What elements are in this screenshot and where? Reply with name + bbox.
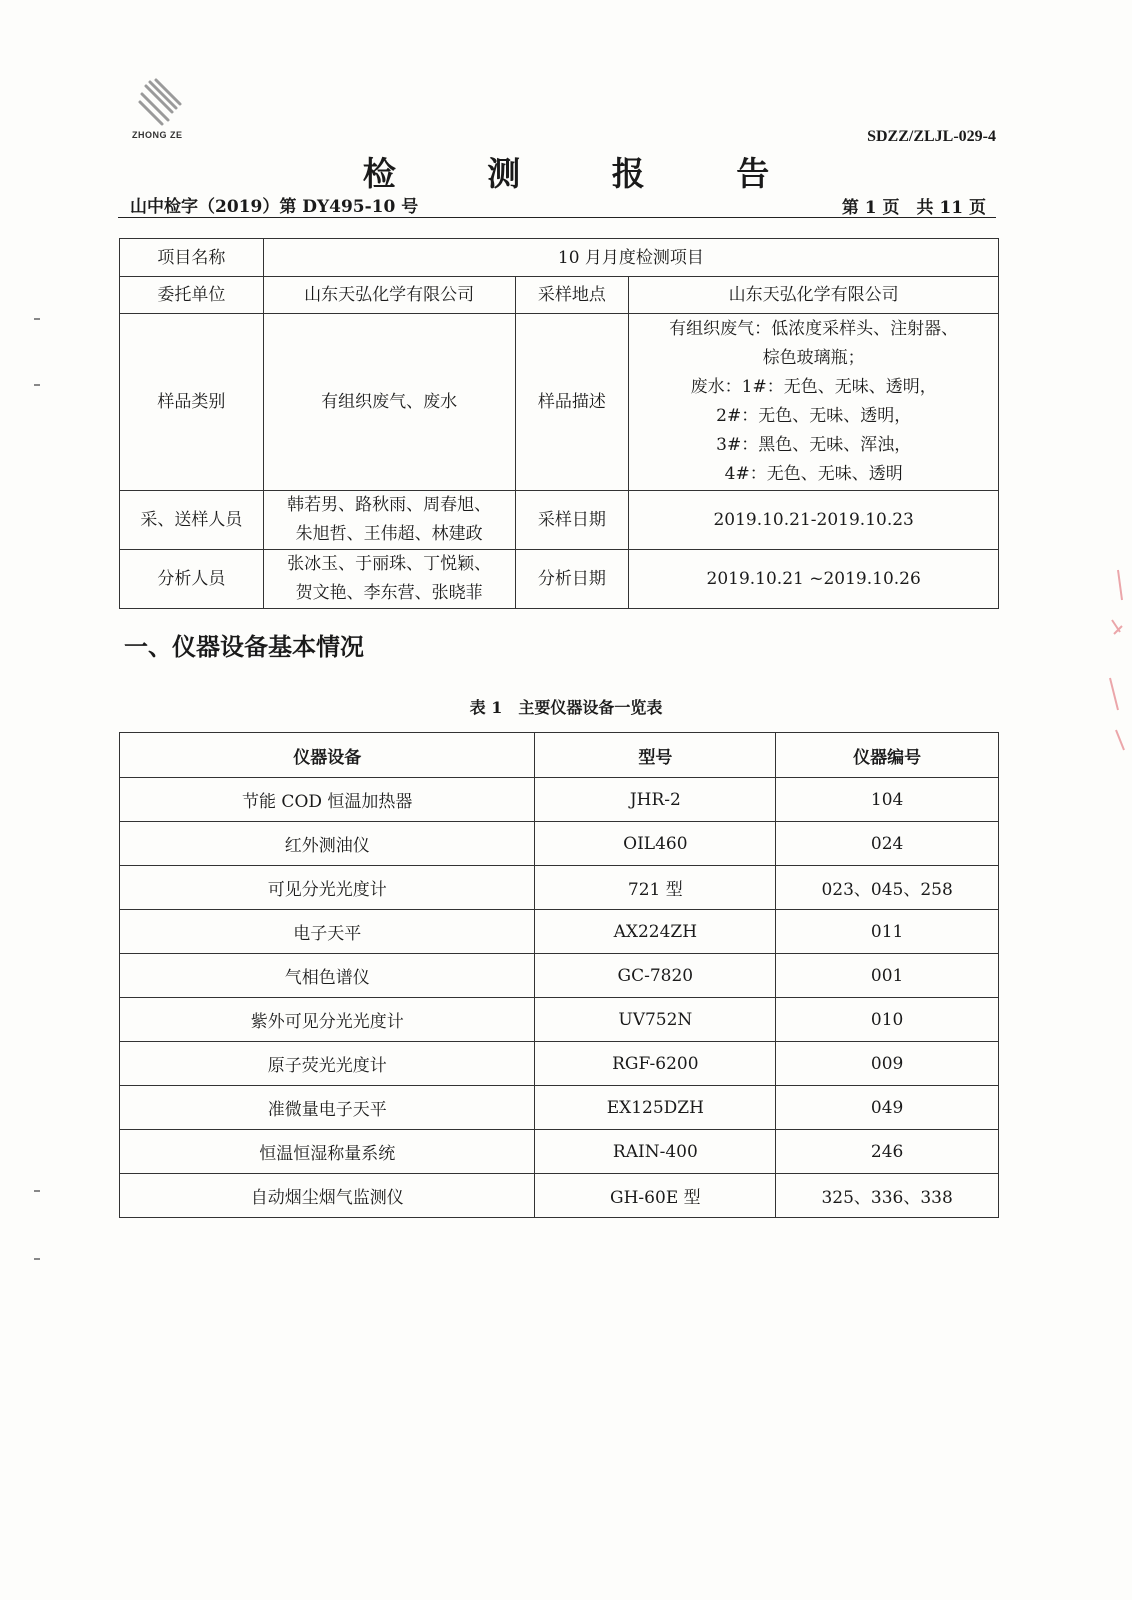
- analyst-value: [263, 550, 515, 609]
- table-row: [120, 866, 999, 910]
- info-row-sampler: [120, 491, 999, 550]
- instrument-model: 721 型: [535, 866, 776, 910]
- section-title: 一、仪器设备基本情况: [124, 632, 364, 661]
- sample-desc-label: 样品描述: [515, 314, 629, 491]
- instrument-model: GH-60E 型: [535, 1174, 776, 1218]
- instrument-header-row: [120, 733, 999, 778]
- table-row: [120, 1042, 999, 1086]
- page-number: 第 1 页 共 11 页: [841, 198, 986, 218]
- client-value: 山东天弘化学有限公司: [263, 277, 515, 314]
- table-row: [120, 778, 999, 822]
- instrument-name: 气相色谱仪: [120, 954, 535, 998]
- info-row-client: [120, 277, 999, 314]
- instrument-name: 可见分光光度计: [120, 866, 535, 910]
- column-header: 仪器设备: [120, 733, 535, 778]
- sampler-line: 朱旭哲、王伟超、林建政: [295, 524, 483, 544]
- instrument-id: 001: [776, 954, 999, 998]
- sample-desc-line: 3#：黑色、无味、浑浊，: [716, 435, 912, 455]
- instrument-model: OIL460: [535, 822, 776, 866]
- instrument-id: 023、045、258: [776, 866, 999, 910]
- sample-date-label: 采样日期: [515, 491, 629, 550]
- analyst-line: 贺文艳、李东营、张晓菲: [295, 583, 483, 603]
- client-label: 委托单位: [120, 277, 264, 314]
- instrument-model: RAIN-400: [535, 1130, 776, 1174]
- sample-desc-value: [629, 314, 999, 491]
- instrument-model: GC-7820: [535, 954, 776, 998]
- instrument-model: UV752N: [535, 998, 776, 1042]
- sample-date-value: 2019.10.21-2019.10.23: [629, 491, 999, 550]
- margin-mark: [34, 318, 40, 320]
- instrument-id: 011: [776, 910, 999, 954]
- instrument-model: EX125DZH: [535, 1086, 776, 1130]
- site-value: 山东天弘化学有限公司: [629, 277, 999, 314]
- instrument-name: 恒温恒湿称量系统: [120, 1130, 535, 1174]
- seal-stamp-fragment: [1098, 560, 1126, 760]
- instrument-id: 246: [776, 1130, 999, 1174]
- table-row: [120, 954, 999, 998]
- sample-desc-line: 有组织废气：低浓度采样头、注射器、: [669, 319, 959, 339]
- sample-type-label: 样品类别: [120, 314, 264, 491]
- instrument-table: [119, 732, 999, 1218]
- info-row-project: [120, 239, 999, 277]
- sample-type-value: 有组织废气、废水: [263, 314, 515, 491]
- instrument-name: 红外测油仪: [120, 822, 535, 866]
- instrument-id: 325、336、338: [776, 1174, 999, 1218]
- sample-desc-line: 2#：无色、无味、透明，: [716, 406, 912, 426]
- site-label: 采样地点: [515, 277, 629, 314]
- sampler-value: [263, 491, 515, 550]
- instrument-id: 024: [776, 822, 999, 866]
- analyst-label: 分析人员: [120, 550, 264, 609]
- sampler-line: 韩若男、路秋雨、周春旭、: [287, 495, 492, 515]
- analyst-line: 张冰玉、于丽珠、丁悦颖、: [287, 554, 492, 574]
- info-row-sample: [120, 314, 999, 491]
- table-row: [120, 1174, 999, 1218]
- analysis-date-label: 分析日期: [515, 550, 629, 609]
- instrument-name: 紫外可见分光光度计: [120, 998, 535, 1042]
- header-rule: [118, 217, 996, 218]
- logo-text: ZHONG ZE: [132, 130, 183, 140]
- document-code: SDZZ/ZLJL-029-4: [867, 128, 996, 145]
- instrument-id: 049: [776, 1086, 999, 1130]
- instrument-model: JHR-2: [535, 778, 776, 822]
- project-label: 项目名称: [120, 239, 264, 277]
- table-row: [120, 822, 999, 866]
- column-header: 型号: [535, 733, 776, 778]
- project-value: 10 月月度检测项目: [263, 239, 998, 277]
- instrument-id: 009: [776, 1042, 999, 1086]
- instrument-id: 010: [776, 998, 999, 1042]
- margin-mark: [34, 1190, 40, 1192]
- sampler-label: 采、送样人员: [120, 491, 264, 550]
- analysis-date-value: 2019.10.21 ~2019.10.26: [629, 550, 999, 609]
- column-header: 仪器编号: [776, 733, 999, 778]
- instrument-name: 自动烟尘烟气监测仪: [120, 1174, 535, 1218]
- margin-mark: [34, 384, 40, 386]
- report-number: 山中检字（2019）第 DY495-10 号: [130, 197, 419, 217]
- sample-desc-line: 棕色玻璃瓶；: [762, 348, 865, 368]
- page-title: 检 测 报 告: [362, 154, 810, 193]
- table-caption: 表 1 主要仪器设备一览表: [469, 698, 663, 717]
- sample-desc-line: 4#：无色、无味、透明: [724, 464, 903, 484]
- margin-mark: [34, 1258, 40, 1260]
- instrument-name: 原子荧光光度计: [120, 1042, 535, 1086]
- instrument-name: 节能 COD 恒温加热器: [120, 778, 535, 822]
- report-info-table: [119, 238, 999, 609]
- table-row: [120, 910, 999, 954]
- instrument-id: 104: [776, 778, 999, 822]
- info-row-analyst: [120, 550, 999, 609]
- instrument-model: AX224ZH: [535, 910, 776, 954]
- table-row: [120, 1086, 999, 1130]
- instrument-name: 准微量电子天平: [120, 1086, 535, 1130]
- instrument-model: RGF-6200: [535, 1042, 776, 1086]
- instrument-name: 电子天平: [120, 910, 535, 954]
- table-row: [120, 998, 999, 1042]
- sample-desc-line: 废水：1#：无色、无味、透明，: [690, 377, 937, 397]
- table-row: [120, 1130, 999, 1174]
